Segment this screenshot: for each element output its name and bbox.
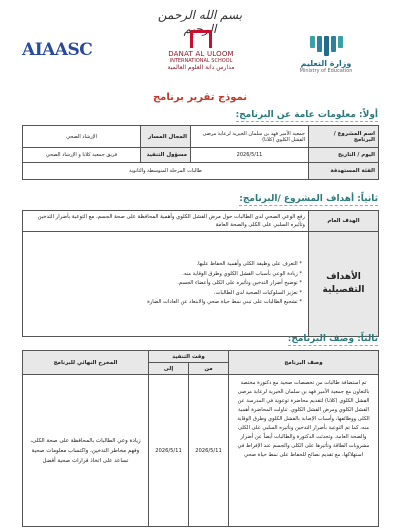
moe-logo-english: Ministry of Education — [299, 68, 353, 74]
basmala-calligraphy: بسم الله الرحمن الرحيم — [157, 8, 243, 36]
detailed-goal-item: * تعزيز السلوكيات الصحية لدى الطالبات. — [29, 289, 302, 299]
project-name-label: اسم المشروع / البرنامج — [309, 126, 379, 148]
danat-logo-arabic: مدارس دانة العلوم العالمية — [167, 64, 235, 71]
moe-mark-icon — [290, 36, 362, 56]
aiaasc-logo — [22, 40, 102, 76]
day-date-label: اليوم / التاريخ — [309, 148, 379, 163]
section-general-info-heading: أولاً: معلومات عامة عن البرنامج: — [235, 110, 378, 120]
detailed-goals-list — [29, 260, 302, 308]
page-header — [0, 0, 400, 88]
executor-label: مسؤول التنفيذ — [141, 148, 191, 163]
program-outcome: زيادة وعي الطالبات بالمحافظة على صحة الكلى، وفهم مخاطر التدخين، واكتساب معلومات صحية تساعد على اتخاذ قرارات صحية أفضل — [23, 375, 149, 527]
time-column-header: وقت التنفيذ — [149, 351, 229, 363]
danat-logo-english-sub: INTERNATIONAL SCHOOL — [169, 58, 233, 64]
ministry-of-education-logo — [290, 36, 362, 80]
section-goals-heading: ثانياً: أهداف المشروع /البرنامج: — [239, 194, 378, 204]
section-description-heading: ثالثاً: وصف البرنامج: — [287, 334, 378, 344]
detailed-goal-item: * التعرف على وظيفة الكلى وأهمية الحفاظ عليها. — [29, 260, 302, 270]
outcome-column-header: المخرج النهائي للبرنامج — [23, 351, 149, 375]
detailed-goal-item: * تشجيع الطالبات على تبني نمط حياة صحي والابتعاد عن العادات الضارة — [29, 298, 302, 308]
detailed-goal-item: * توضيح أضرار التدخين وتأثيره على الكلى وأعضاء الجسم. — [29, 279, 302, 289]
general-goal-label: الهدف العام — [309, 211, 379, 232]
moe-logo-arabic: وزارة التعليم — [300, 59, 352, 68]
time-from-value: 2026/5/11 — [189, 375, 229, 527]
detailed-goals-cell — [23, 232, 309, 337]
general-goal-value: رفع الوعي الصحي لدى الطالبات حول مرض الفشل الكلوي وأهمية المحافظة على صحة الجسم، مع التوعية بأضرار التدخين وتأثيره السلبي على الكلى والصحة العامة — [23, 211, 309, 232]
aiaasc-logo-text: AIAASC — [22, 40, 93, 60]
to-column-header: إلى — [149, 363, 189, 375]
danat-logo-english: DANAT AL ULOOM — [168, 50, 234, 58]
program-description: تم استضافة طالبات من تخصصات صحية مع دكتورة مختصة بالتعاون مع جمعية الأمير فهد بن سلمان الخيرية لرعاية مرضى الفشل الكلوي (كلانا) لتقديم محاضرة توعوية في المدرسة عن الفشل الكلوي ومرض الفشل الكلوي. تناولت المحاضرة أهمية الكلى ووظائفها، وأسباب الإصابة بالفشل الكلوي وطرق الوقاية منه، كما تم التوعية بأضرار التدخين وتأثيره السلبي على الكلى والصحة العامة. وتحدثت الدكتورة والطالبات أيضاً عن أضرار مشروبات الطاقة وتأثيرها على الكلى والجسم عند الإفراط في استهلاكها، مع تقديم نصائح للحفاظ على نمط حياة صحي — [229, 375, 379, 527]
detailed-goals-label — [309, 232, 379, 337]
detailed-goal-item: * زيادة الوعي بأسباب الفشل الكلوي وطرق الوقاية منه. — [29, 270, 302, 280]
general-info-table — [22, 125, 379, 180]
target-group-value: طالبات المرحلة المتوسطة والثانوية — [23, 163, 309, 180]
time-to-value: 2026/5/11 — [149, 375, 189, 527]
project-name-value: جمعية الأمير فهد بن سلمان الخيرية لرعاية مرضى الفشل الكلوي (كلانا) — [191, 126, 309, 148]
day-date-value: 2026/5/11 — [191, 148, 309, 163]
detailed-goals-label-line2: التفصيلية — [322, 285, 365, 295]
field-value: الإرشاد الصحي — [23, 126, 141, 148]
field-label: المجال المسار — [141, 126, 191, 148]
goals-table — [22, 210, 379, 337]
executor-value: فريق جمعية كلانا و الإرشاد الصحي — [23, 148, 141, 163]
target-group-label: الفئة المستهدفة — [309, 163, 379, 180]
document-title: نموذج تقرير برنامج — [152, 92, 248, 103]
danat-al-uloom-logo — [142, 30, 260, 78]
danat-mark-icon — [190, 30, 212, 48]
from-column-header: من — [189, 363, 229, 375]
detailed-goals-label-line1: الأهداف — [326, 272, 361, 282]
description-table — [22, 350, 379, 527]
description-column-header: وصف البرنامج — [229, 351, 379, 375]
